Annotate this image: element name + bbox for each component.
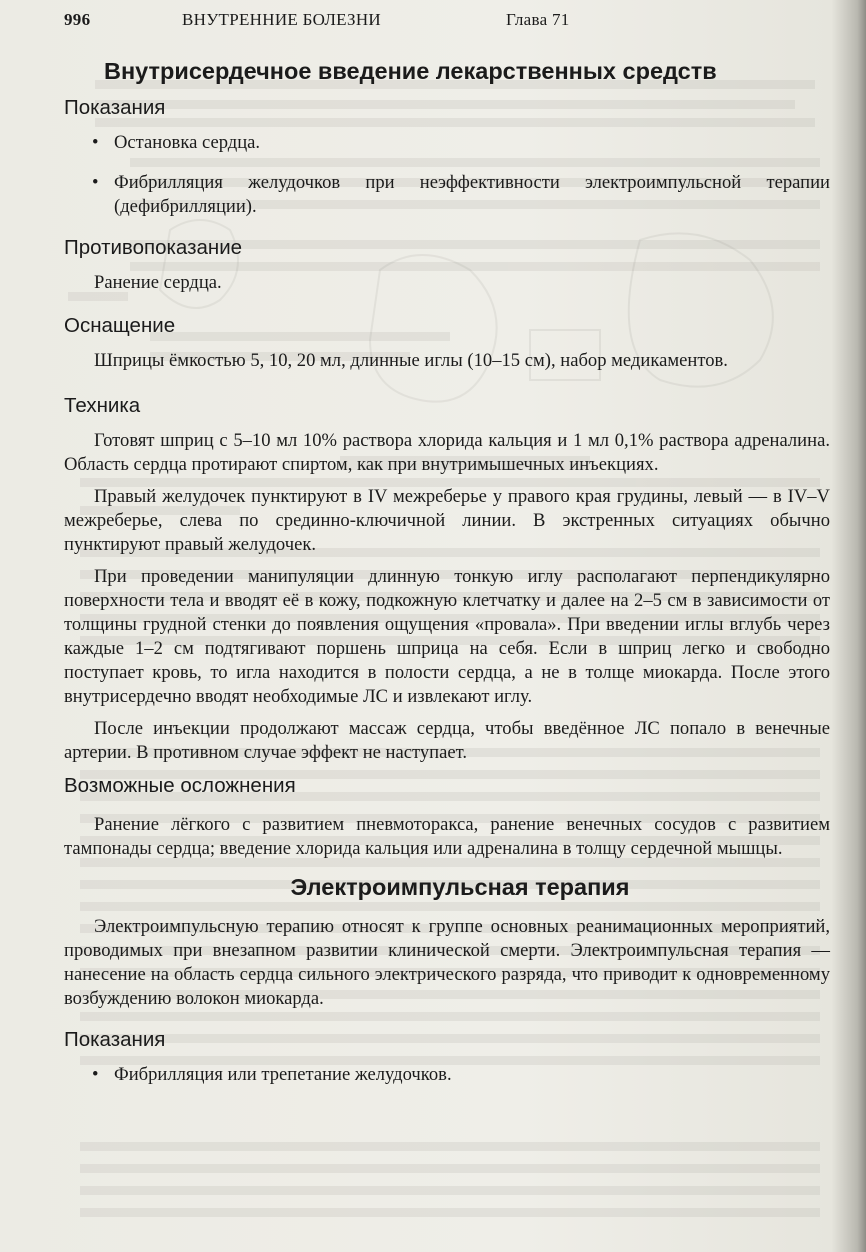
section-title-electroimpulse: Электроимпульсная терапия — [290, 874, 630, 900]
book-title: ВНУТРЕННИЕ БОЛЕЗНИ — [182, 10, 382, 29]
heading-contraindication: Противопоказание — [64, 236, 243, 259]
page-content — [64, 55, 830, 1103]
indications-list — [64, 131, 830, 219]
electroimpulse-intro: Электроимпульсную терапию относят к группе основных реанимационных мероприятий, проводимых при внезапном развитии клинической смерти. Электроимпульсная терапия — нанесение на область сердца сильного электрического разряда, что приводит к одновременному возбуждению волокон миокарда. — [64, 916, 830, 1009]
indications-list-2 — [64, 1063, 830, 1087]
chapter-label: Глава 71 — [506, 10, 570, 29]
equipment-text: Шприцы ёмкостью 5, 10, 20 мл, длинные иглы (10–15 см), набор медикаментов. — [94, 350, 728, 371]
technique-paragraph: После инъекции продолжают массаж сердца, чтобы введённое ЛС попало в венечные артерии. В противном случае эффект не наступает. — [64, 718, 830, 763]
list-item: • Фибрилляция или трепетание желудочков. — [92, 1064, 452, 1085]
heading-indications: Показания — [64, 96, 166, 119]
heading-indications-2: Показания — [64, 1028, 166, 1051]
heading-technique: Техника — [64, 394, 141, 417]
complications-text: Ранение лёгкого с развитием пневмоторакса, ранение венечных сосудов с развитием тампонады сердца; введение хлорида кальция или адреналина в толщу сердечной мышцы. — [64, 814, 830, 859]
technique-paragraph: Готовят шприц с 5–10 мл 10% раствора хлорида кальция и 1 мл 0,1% раствора адреналина. Область сердца протирают спиртом, как при внутримышечных инъекциях. — [64, 430, 830, 475]
technique-paragraph: При проведении манипуляции длинную тонкую иглу располагают перпендикулярно поверхности тела и вводят её в кожу, подкожную клетчатку и далее на 2–5 см в зависимости от толщины грудной стенки до появления ощущения «провала». При введении иглы вглубь через каждые 1–2 см подтягивают поршень шприца на себя. Если в шприц легко и свободно поступает кровь, то игла находится в полости сердца, а не в толще миокарда. После этого внутрисердечно вводят необходимые ЛС и извлекают иглу. — [64, 566, 830, 707]
heading-complications: Возможные осложнения — [64, 774, 296, 797]
technique-paragraph: Правый желудочек пунктируют в IV межреберье у правого края грудины, левый — в IV–V межреберье, слева по срединно-ключичной линии. В экстренных ситуациях обычно пунктируют правый желудочек. — [64, 486, 830, 555]
list-item: • Фибрилляция желудочков при неэффективности электроимпульсной терапии (дефибрилляции). — [92, 172, 830, 217]
running-header — [64, 8, 844, 34]
heading-equipment: Оснащение — [64, 314, 176, 337]
page-number: 996 — [64, 10, 91, 29]
list-item: • Остановка сердца. — [92, 132, 261, 153]
section-title-intracardiac: Внутрисердечное введение лекарственных средств — [104, 58, 717, 84]
contraindication-text: Ранение сердца. — [94, 272, 222, 293]
